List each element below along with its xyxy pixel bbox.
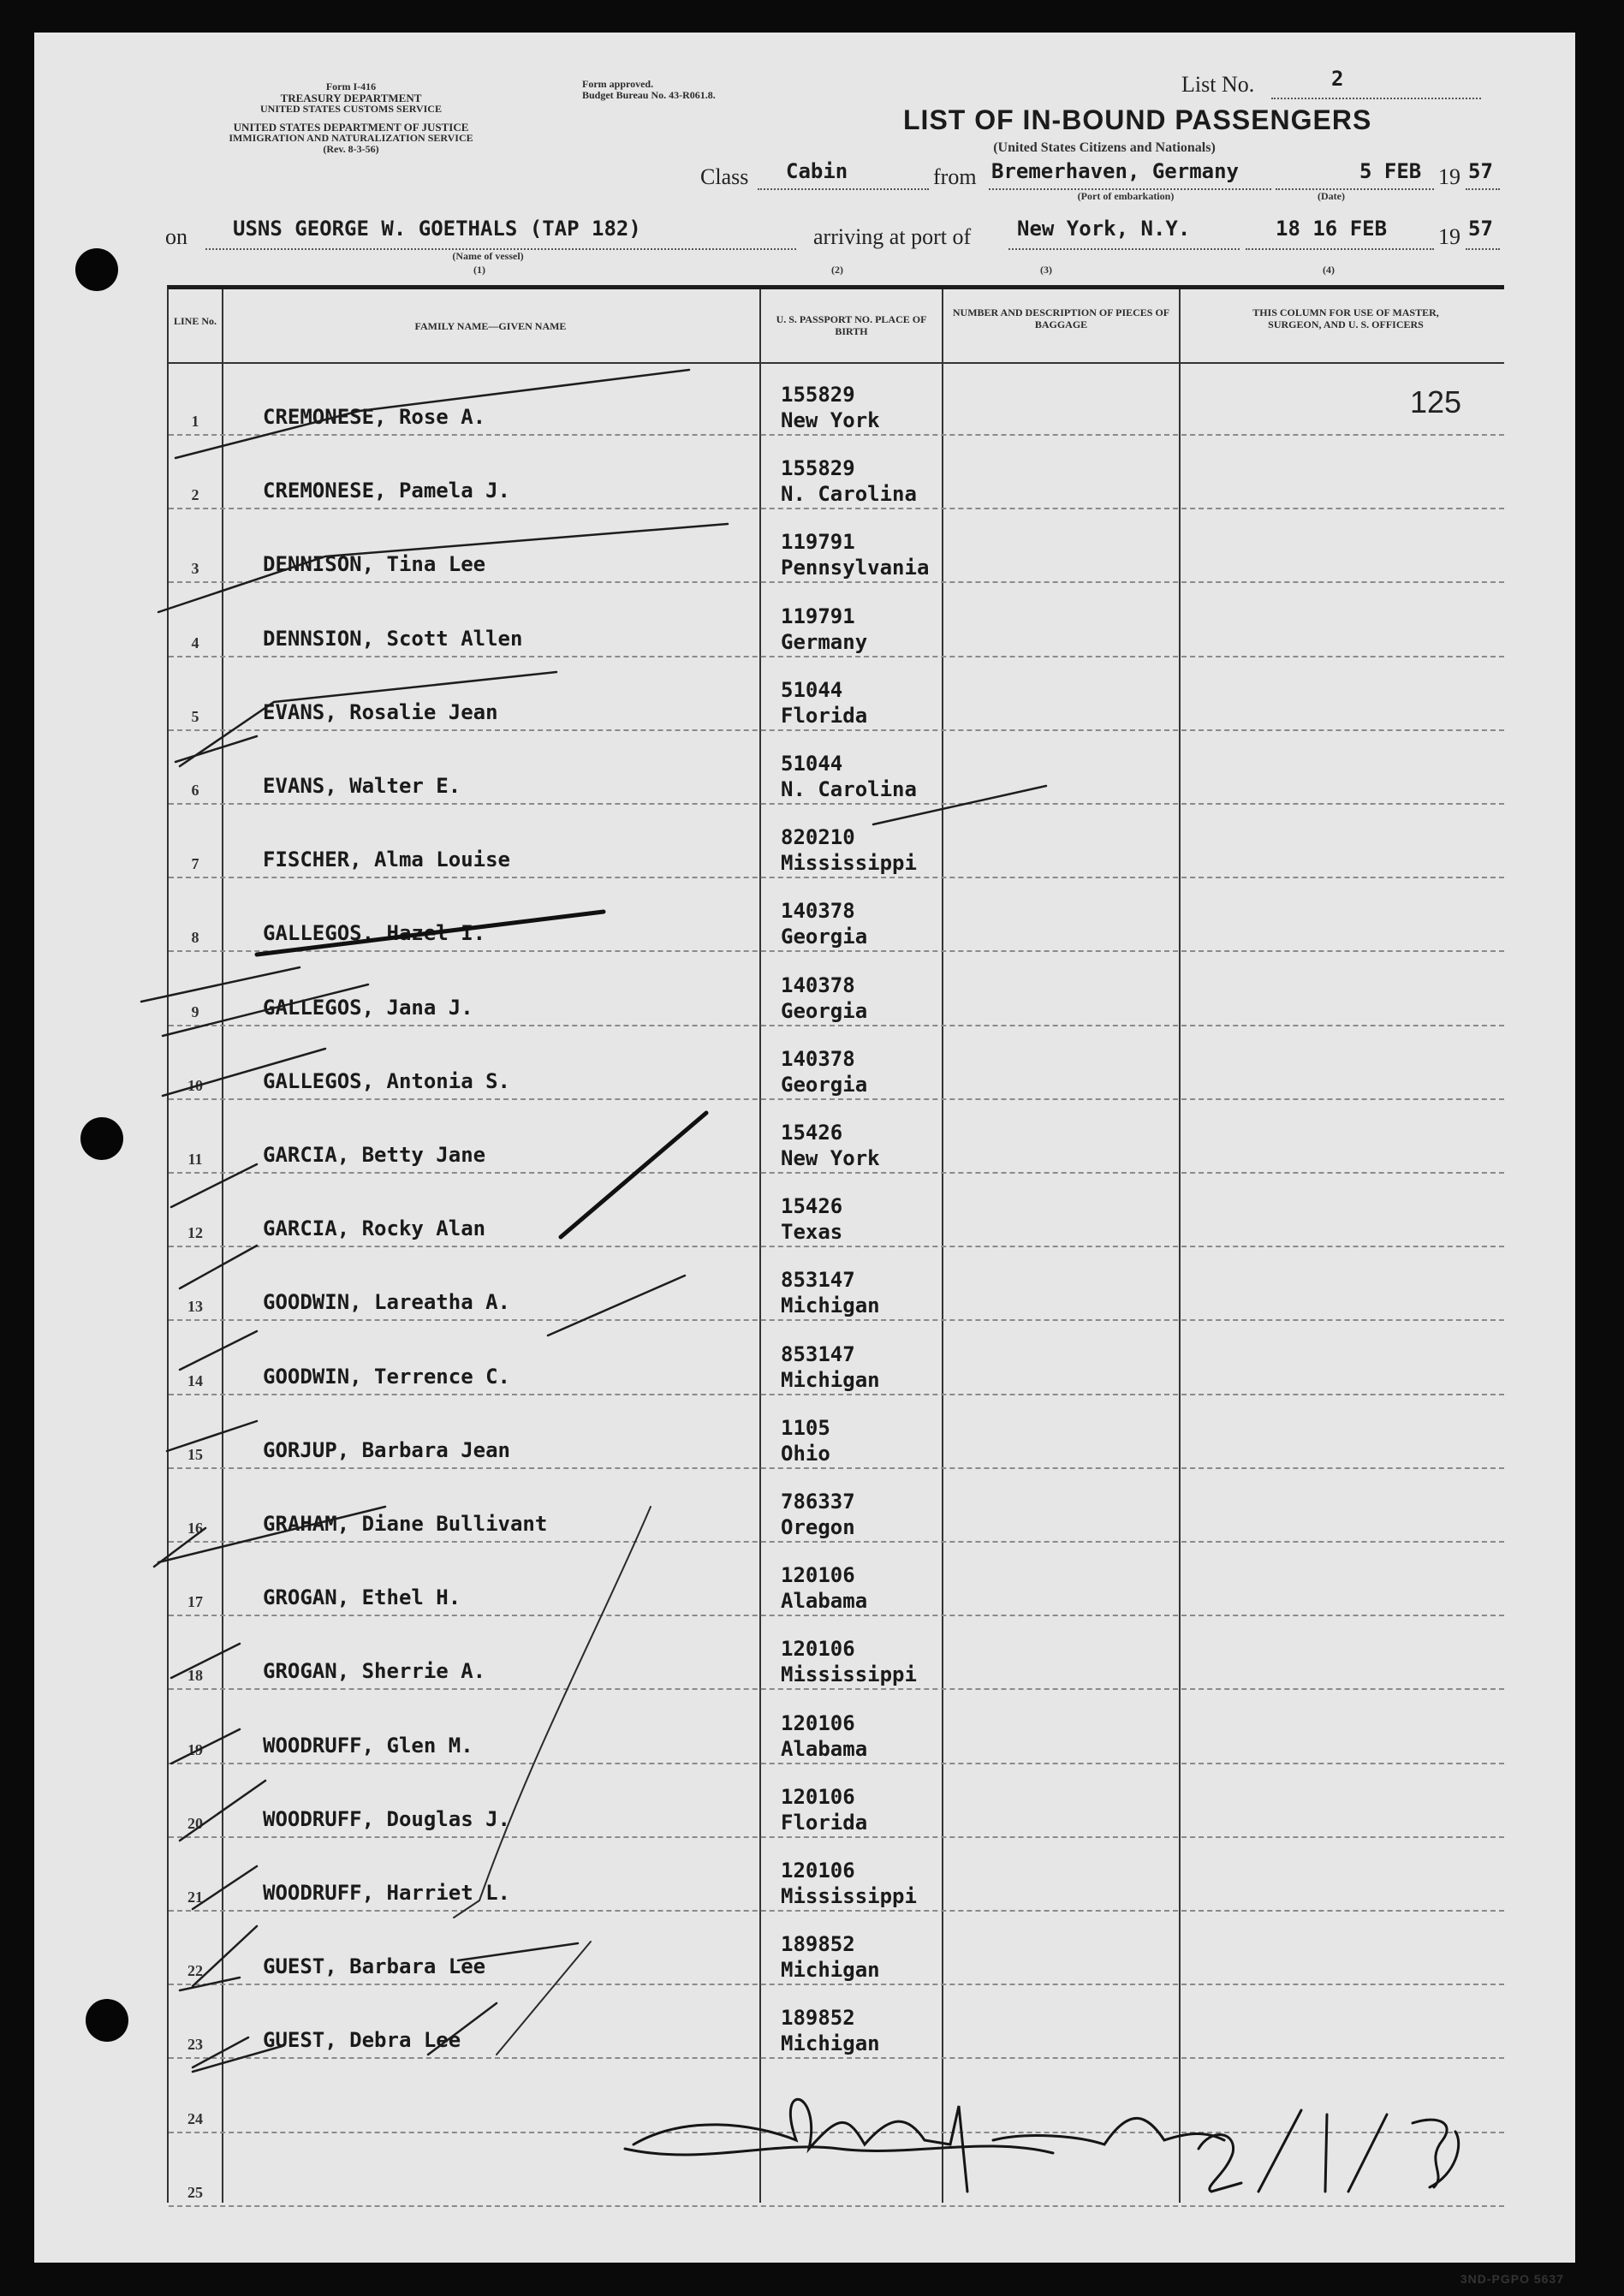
passenger-name: GOODWIN, Lareatha A.: [263, 1290, 510, 1315]
passenger-name: CREMONESE, Rose A.: [263, 405, 486, 429]
place-of-birth: Alabama: [781, 1736, 868, 1761]
passenger-name: DENNISON, Tina Lee: [263, 552, 486, 577]
place-of-birth: Mississippi: [781, 851, 917, 876]
arrival-year-line: [1466, 248, 1500, 250]
line-number: 9: [191, 1002, 199, 1020]
place-of-birth: Mississippi: [781, 1884, 917, 1908]
line-number: 8: [191, 929, 199, 947]
punch-hole-top: [75, 248, 118, 291]
passenger-name: GROGAN, Sherrie A.: [263, 1659, 486, 1684]
passenger-name: WOODRUFF, Douglas J.: [263, 1806, 510, 1831]
passport-number: 120106: [781, 1563, 855, 1588]
line-number: 16: [187, 1520, 203, 1537]
passport-number: 15426: [781, 1121, 843, 1145]
table-row: [169, 1543, 1504, 1616]
passenger-name: GORJUP, Barbara Jean: [263, 1437, 510, 1462]
embarkation-year: 57: [1468, 159, 1493, 183]
line-number: 1: [191, 413, 199, 430]
table-row: [169, 1985, 1504, 2059]
class-label: Class: [700, 164, 749, 189]
place-of-birth: Florida: [781, 703, 868, 728]
embarkation-date: 5 FEB: [1359, 159, 1422, 183]
table-row: [169, 509, 1504, 583]
passport-number: 119791: [781, 604, 855, 628]
passport-number: 786337: [781, 1490, 855, 1514]
table-row: [169, 1247, 1504, 1321]
arrival-year: 57: [1468, 217, 1493, 241]
passport-number: 51044: [781, 752, 843, 776]
line-number: 5: [191, 707, 199, 725]
passenger-name: GRAHAM, Diane Bullivant: [263, 1512, 548, 1536]
passport-number: 140378: [781, 899, 855, 924]
place-of-birth: Florida: [781, 1810, 868, 1835]
row-separator: [169, 2205, 1504, 2207]
form-number: Form I-416: [325, 80, 377, 92]
place-of-birth: Mississippi: [781, 1663, 917, 1687]
line-number: 13: [187, 1298, 203, 1316]
place-of-birth: Texas: [781, 1220, 843, 1245]
passenger-name: GALLEGOS, Jana J.: [263, 995, 473, 1020]
punch-hole-middle: [80, 1117, 123, 1160]
line-number: 17: [187, 1593, 203, 1611]
line-number: 7: [191, 855, 199, 873]
place-of-birth: New York: [781, 408, 880, 432]
passport-number: 140378: [781, 1046, 855, 1071]
table-row: [169, 953, 1504, 1026]
passport-number: 189852: [781, 1932, 855, 1957]
passenger-name: FISCHER, Alma Louise: [263, 848, 510, 872]
table-row: [169, 878, 1504, 952]
table-row: [169, 731, 1504, 805]
line-number: 10: [187, 1076, 203, 1094]
line-number: 22: [187, 1962, 203, 1980]
passenger-name: GUEST, Debra Lee: [263, 2028, 461, 2053]
passport-number: 120106: [781, 1784, 855, 1809]
ins-service: IMMIGRATION AND NATURALIZATION SERVICE: [229, 132, 473, 144]
list-no-value: 2: [1331, 67, 1344, 91]
line-number: 11: [187, 1151, 203, 1168]
header-line-no: LINE No.: [173, 315, 217, 327]
line-number: 4: [191, 633, 199, 651]
list-no-line: [1271, 98, 1481, 99]
from-label: from: [933, 164, 977, 189]
place-of-birth: New York: [781, 1146, 880, 1170]
justice-department: UNITED STATES DEPARTMENT OF JUSTICE: [233, 121, 469, 134]
line-number: 23: [187, 2036, 203, 2054]
passenger-name: GUEST, Barbara Lee: [263, 1954, 486, 1979]
passport-number: 189852: [781, 2006, 855, 2031]
passenger-table: [167, 285, 1504, 2203]
table-row: [169, 1838, 1504, 1912]
table-row: [169, 1100, 1504, 1174]
passenger-name: GARCIA, Rocky Alan: [263, 1216, 486, 1241]
table-row: [169, 1322, 1504, 1395]
place-of-birth: Georgia: [781, 998, 868, 1023]
col-num-3: (3): [1040, 264, 1052, 276]
arrival-date-line: [1246, 248, 1434, 250]
table-row: [169, 1174, 1504, 1247]
passenger-name: EVANS, Rosalie Jean: [263, 699, 498, 724]
passport-number: 155829: [781, 456, 855, 481]
customs-service: UNITED STATES CUSTOMS SERVICE: [260, 103, 442, 115]
line-number: 6: [191, 782, 199, 799]
header-baggage: NUMBER AND DESCRIPTION OF PIECES OF BAGGAGE: [952, 306, 1170, 330]
table-row: [169, 584, 1504, 657]
table-row: [169, 1691, 1504, 1764]
agency-block: [154, 81, 548, 155]
arriving-label: arriving at port of: [813, 224, 972, 249]
table-row: [169, 657, 1504, 731]
table-row: [169, 1616, 1504, 1690]
table-row: [169, 2060, 1504, 2133]
header-passport: U. S. PASSPORT NO. PLACE OF BIRTH: [776, 313, 927, 337]
col-num-2: (2): [831, 264, 843, 276]
line-number: 3: [191, 560, 199, 578]
line-number: 15: [187, 1445, 203, 1463]
line-number: 25: [187, 2183, 203, 2201]
line-number: 2: [191, 486, 199, 504]
passport-number: 51044: [781, 677, 843, 702]
line-number: 20: [187, 1814, 203, 1832]
place-of-birth: Alabama: [781, 1589, 868, 1614]
place-of-birth: Michigan: [781, 1958, 880, 1983]
table-row: [169, 1395, 1504, 1469]
vessel-name: USNS GEORGE W. GOETHALS (TAP 182): [233, 217, 641, 241]
table-row: [169, 1912, 1504, 1985]
on-label: on: [165, 224, 187, 249]
budget-bureau: Budget Bureau No. 43-R061.8.: [582, 89, 716, 101]
passport-number: 853147: [781, 1268, 855, 1293]
arrival-year-prefix: 19: [1438, 224, 1460, 249]
line-number: 19: [187, 1740, 203, 1758]
arrival-port-line: [1008, 248, 1240, 250]
passport-number: 120106: [781, 1637, 855, 1662]
arrival-date: 18 16 FEB: [1276, 217, 1388, 241]
passport-number: 120106: [781, 1710, 855, 1735]
passenger-name: GOODWIN, Terrence C.: [263, 1364, 510, 1389]
passenger-name: GARCIA, Betty Jane: [263, 1143, 486, 1167]
page-subtitle: (United States Citizens and Nationals): [993, 140, 1216, 155]
line-number: 12: [187, 1224, 203, 1242]
punch-hole-bottom: [86, 1999, 128, 2042]
passenger-name: GROGAN, Ethel H.: [263, 1585, 461, 1610]
passport-number: 1105: [781, 1415, 830, 1440]
table-row: [169, 436, 1504, 509]
passport-number: 120106: [781, 1859, 855, 1883]
vessel-caption: (Name of vessel): [452, 250, 524, 262]
place-of-birth: Georgia: [781, 925, 868, 949]
class-value: Cabin: [786, 159, 848, 183]
approval-block: [582, 79, 822, 101]
place-of-birth: N. Carolina: [781, 777, 917, 801]
embarkation-port: Bremerhaven, Germany: [991, 159, 1239, 183]
line-number: 18: [187, 1667, 203, 1685]
passport-number: 820210: [781, 825, 855, 850]
passport-number: 853147: [781, 1341, 855, 1366]
passenger-name: WOODRUFF, Harriet L.: [263, 1881, 510, 1905]
place-of-birth: Germany: [781, 629, 868, 654]
passport-number: 15426: [781, 1194, 843, 1219]
header-name: FAMILY NAME—GIVEN NAME: [414, 320, 567, 332]
line-number: 21: [187, 1889, 203, 1906]
arrival-port: New York, N.Y.: [1017, 217, 1191, 241]
date-year-prefix: 19: [1438, 164, 1460, 189]
passenger-name: GALLEGOS, Antonia S.: [263, 1068, 510, 1093]
place-of-birth: N. Carolina: [781, 482, 917, 507]
col-num-1: (1): [473, 264, 485, 276]
passport-number: 155829: [781, 383, 855, 407]
place-of-birth: Michigan: [781, 1367, 880, 1392]
col-num-4: (4): [1323, 264, 1335, 276]
passenger-name: CREMONESE, Pamela J.: [263, 479, 510, 503]
table-row: [169, 2133, 1504, 2207]
treasury-department: TREASURY DEPARTMENT: [280, 92, 422, 104]
table-row: [169, 1469, 1504, 1543]
passport-number: 140378: [781, 973, 855, 997]
passenger-name: EVANS, Walter E.: [263, 774, 461, 798]
place-of-birth: Pennsylvania: [781, 556, 930, 580]
passenger-name: WOODRUFF, Glen M.: [263, 1733, 473, 1758]
date-caption: (Date): [1318, 190, 1345, 202]
table-row: [169, 1764, 1504, 1838]
table-row: [169, 805, 1504, 878]
line-number: 14: [187, 1371, 203, 1389]
officer-note: 125: [1410, 384, 1462, 419]
class-line: [758, 188, 929, 190]
passenger-name: GALLEGOS, Hazel I.: [263, 921, 486, 946]
form-revision: (Rev. 8-3-56): [323, 143, 379, 155]
page-title: LIST OF IN-BOUND PASSENGERS: [903, 104, 1372, 135]
list-no-label: List No.: [1181, 72, 1255, 97]
passenger-name: DENNSION, Scott Allen: [263, 626, 523, 651]
place-of-birth: Georgia: [781, 1072, 868, 1097]
line-number: 24: [187, 2109, 203, 2127]
printer-imprint: 3ND-PGPO 5637: [1460, 2272, 1564, 2286]
form-approved: Form approved.: [582, 78, 654, 90]
place-of-birth: Michigan: [781, 1294, 880, 1318]
table-row: [169, 1026, 1504, 1100]
table-row: [169, 362, 1504, 436]
header-officers: THIS COLUMN FOR USE OF MASTER, SURGEON, AND U. S. OFFICERS: [1252, 306, 1439, 330]
date-year-line: [1466, 188, 1500, 190]
embarkation-caption: (Port of embarkation): [1077, 190, 1175, 202]
place-of-birth: Michigan: [781, 2031, 880, 2056]
place-of-birth: Ohio: [781, 1441, 830, 1466]
passport-number: 119791: [781, 530, 855, 555]
place-of-birth: Oregon: [781, 1515, 855, 1539]
